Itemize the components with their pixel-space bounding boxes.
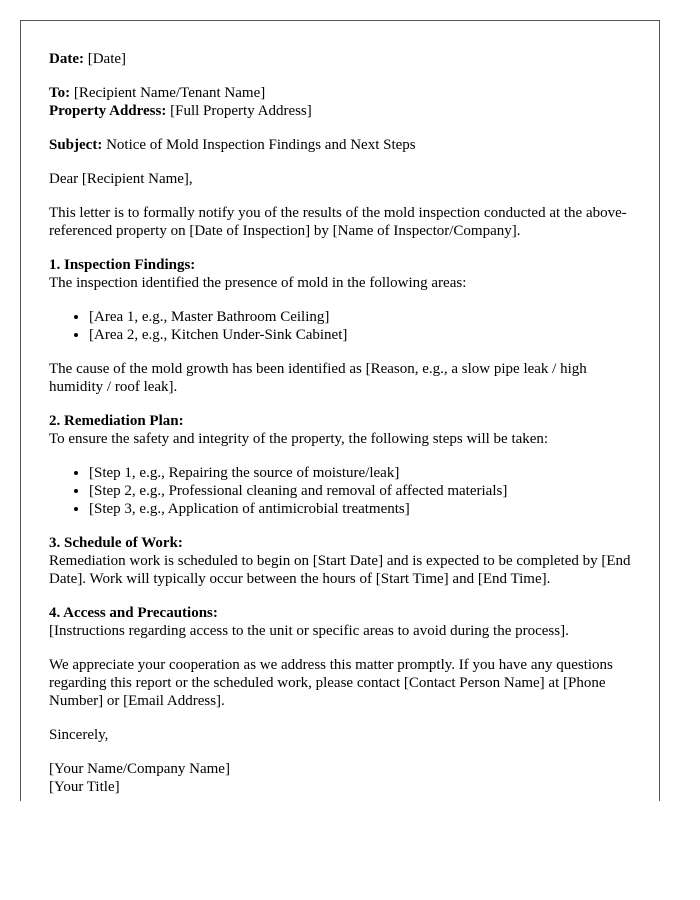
subject-label: Subject:: [49, 137, 103, 153]
list-item: • [Step 1, e.g., Repairing the source of moisture/leak]: [89, 464, 639, 482]
subject-line: [49, 136, 639, 154]
property-address-label: Property Address:: [49, 103, 167, 119]
list-item: • [Area 2, e.g., Kitchen Under-Sink Cabinet]: [89, 326, 639, 344]
closing-paragraph: We appreciate your cooperation as we address this matter promptly. If you have any questions regarding this report or the scheduled work, please contact [Contact Person Name] at [Phone Number] or [Email Address].: [49, 657, 613, 709]
findings-heading: 1. Inspection Findings:: [49, 257, 196, 273]
schedule-heading: 3. Schedule of Work:: [49, 535, 183, 551]
findings-text: The inspection identified the presence of mold in the following areas:: [49, 275, 467, 291]
date-line: [49, 50, 639, 68]
date-value: [Date]: [87, 51, 127, 67]
signature-block: [49, 760, 639, 796]
remediation-list: [49, 464, 639, 518]
greeting: Dear [Recipient Name],: [49, 171, 193, 187]
signature-title: [Your Title]: [49, 779, 120, 795]
letter-body: [49, 50, 639, 801]
access-text: [Instructions regarding access to the unit or specific areas to avoid during the process].: [49, 623, 569, 639]
schedule-section: [49, 534, 639, 588]
intro-paragraph: This letter is to formally notify you of the results of the mold inspection conducted at the above-referenced property on [Date of Inspection] by [Name of Inspector/Company].: [49, 205, 627, 239]
subject-value: Notice of Mold Inspection Findings and Next Steps: [106, 137, 416, 153]
list-item: • [Area 1, e.g., Master Bathroom Ceiling]: [89, 308, 639, 326]
date-label: Date:: [49, 51, 84, 67]
remediation-section: [49, 412, 639, 448]
findings-list: [49, 308, 639, 344]
recipient-block: [49, 84, 639, 120]
to-label: To:: [49, 85, 71, 101]
remediation-text: To ensure the safety and integrity of the property, the following steps will be taken:: [49, 431, 549, 447]
to-value: [Recipient Name/Tenant Name]: [73, 85, 266, 101]
list-item: • [Step 2, e.g., Professional cleaning and removal of affected materials]: [89, 482, 639, 500]
schedule-text: Remediation work is scheduled to begin on [Start Date] and is expected to be completed by [End Date]. Work will typically occur between the hours of [Start Time] and [End Time].: [49, 553, 631, 587]
cause-paragraph: The cause of the mold growth has been identified as [Reason, e.g., a slow pipe leak / high humidity / roof leak].: [49, 361, 587, 395]
sign-off: Sincerely,: [49, 727, 109, 743]
access-section: [49, 604, 639, 640]
property-address-value: [Full Property Address]: [170, 103, 312, 119]
access-heading: 4. Access and Precautions:: [49, 605, 218, 621]
remediation-heading: 2. Remediation Plan:: [49, 413, 184, 429]
signature-name: [Your Name/Company Name]: [49, 761, 230, 777]
findings-section: [49, 256, 639, 292]
letter-page: [20, 20, 660, 801]
list-item: • [Step 3, e.g., Application of antimicrobial treatments]: [89, 500, 639, 518]
